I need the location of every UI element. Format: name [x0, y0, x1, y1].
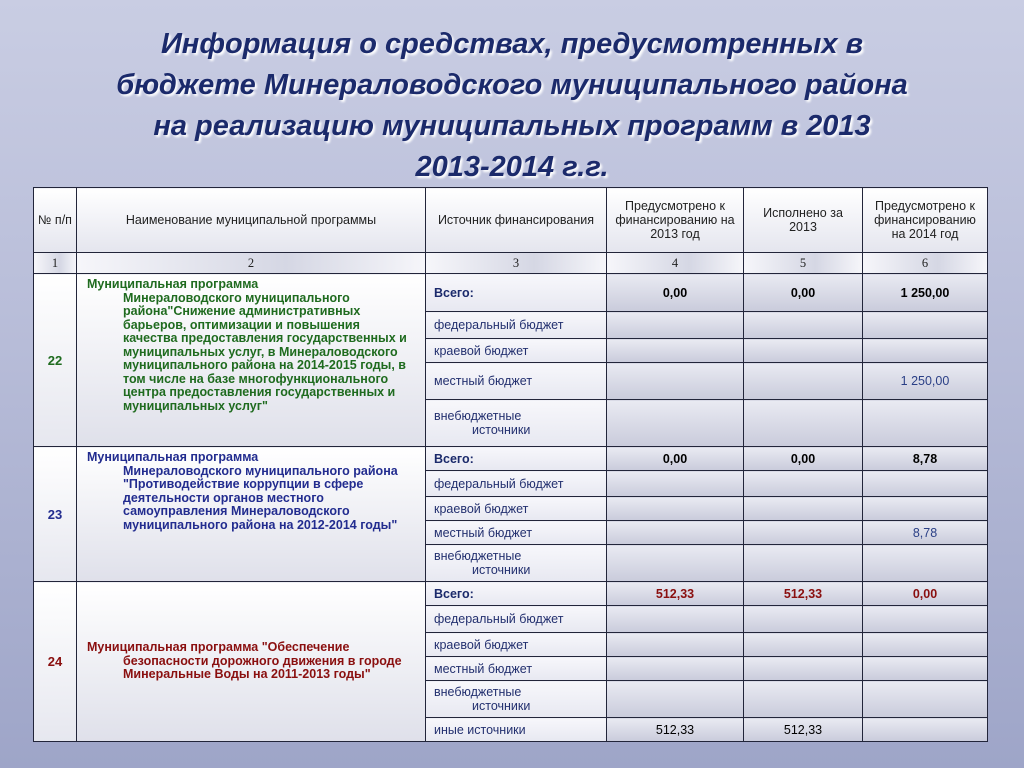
- colnum-4: 4: [607, 253, 744, 274]
- value-planned-2014: [863, 633, 988, 657]
- source-label-a: внебюджетные: [434, 409, 522, 423]
- program-name: [77, 274, 426, 447]
- source-cell: краевой бюджет: [426, 497, 607, 521]
- value-planned-2013: [607, 633, 744, 657]
- value-planned-2013: [607, 363, 744, 400]
- value-planned-2013: [607, 606, 744, 633]
- source-label-b: источники: [472, 423, 531, 437]
- value-planned-2013: [607, 312, 744, 339]
- program-name: [77, 447, 426, 582]
- value-planned-2014: [863, 606, 988, 633]
- program-number: 24: [34, 582, 77, 742]
- header-planned-2014: Предусмотрено к финансированию на 2014 год: [863, 188, 988, 253]
- source-cell: местный бюджет: [426, 363, 607, 400]
- value-planned-2013: 0,00: [607, 274, 744, 312]
- source-cell: местный бюджет: [426, 657, 607, 681]
- value-executed-2013: [744, 339, 863, 363]
- colnum-6: 6: [863, 253, 988, 274]
- table-row: [34, 447, 988, 471]
- value-planned-2014: [863, 681, 988, 718]
- program-name-first: Муниципальная программа "Обеспечение: [87, 640, 350, 655]
- program-name-rest: Минераловодского муниципального района "Противодействие коррупции в сфере деятельности органов местного самоуправления Минераловодского муниципального района на 2012-2014 годы": [123, 463, 398, 532]
- source-cell: Всего:: [426, 447, 607, 471]
- value-planned-2013: [607, 400, 744, 447]
- value-planned-2014: [863, 657, 988, 681]
- slide-title: [20, 24, 1004, 188]
- program-name-rest: безопасности дорожного движения в городе Минеральные Воды на 2011-2013 годы": [123, 653, 402, 682]
- column-number-row: [34, 253, 988, 274]
- source-cell: федеральный бюджет: [426, 312, 607, 339]
- value-planned-2013: [607, 497, 744, 521]
- value-executed-2013: [744, 606, 863, 633]
- source-cell: иные источники: [426, 718, 607, 742]
- program-name: [77, 582, 426, 742]
- title-line-4: 2013-2014 г.г.: [415, 151, 609, 183]
- value-planned-2013: [607, 545, 744, 582]
- colnum-3: 3: [426, 253, 607, 274]
- value-executed-2013: [744, 497, 863, 521]
- header-source: Источник финансирования: [426, 188, 607, 253]
- source-cell: [426, 400, 607, 447]
- value-planned-2014: [863, 497, 988, 521]
- program-name-rest: Минераловодского муниципального района"Снижение административных барьеров, оптимизации и повышения качества предоставления государственных и муниципальных услуг, в Минераловодского муниципального района на 2014-2015 годы, в том числе на базе многофункционального центра предоставления государственных и муниципальных услуг": [123, 290, 407, 413]
- source-cell: краевой бюджет: [426, 633, 607, 657]
- value-executed-2013: 512,33: [744, 718, 863, 742]
- header-row: [34, 188, 988, 253]
- value-planned-2014: [863, 471, 988, 497]
- value-planned-2014: [863, 400, 988, 447]
- value-planned-2014: [863, 312, 988, 339]
- title-line-3: на реализацию муниципальных программ в 2013: [153, 110, 871, 142]
- value-executed-2013: 0,00: [744, 274, 863, 312]
- program-number: 23: [34, 447, 77, 582]
- value-planned-2013: [607, 521, 744, 545]
- value-executed-2013: [744, 363, 863, 400]
- program-name-first: Муниципальная программа: [87, 450, 259, 464]
- source-cell: Всего:: [426, 274, 607, 312]
- value-planned-2014: 1 250,00: [863, 274, 988, 312]
- value-executed-2013: [744, 657, 863, 681]
- value-executed-2013: [744, 545, 863, 582]
- title-line-2: бюджете Минераловодского муниципального района: [116, 69, 908, 101]
- value-planned-2013: 512,33: [607, 582, 744, 606]
- header-executed-2013: Исполнено за 2013: [744, 188, 863, 253]
- value-planned-2014: [863, 545, 988, 582]
- source-label-b: источники: [472, 699, 531, 713]
- value-planned-2013: [607, 681, 744, 718]
- colnum-1: 1: [34, 253, 77, 274]
- source-cell: Всего:: [426, 582, 607, 606]
- table-row: [34, 274, 988, 312]
- value-executed-2013: [744, 471, 863, 497]
- source-label-a: внебюджетные: [434, 549, 522, 563]
- value-planned-2013: 512,33: [607, 718, 744, 742]
- value-planned-2013: [607, 471, 744, 497]
- source-label-b: источники: [472, 563, 531, 577]
- source-cell: федеральный бюджет: [426, 606, 607, 633]
- value-executed-2013: [744, 681, 863, 718]
- header-name: Наименование муниципальной программы: [77, 188, 426, 253]
- value-planned-2013: [607, 657, 744, 681]
- value-executed-2013: [744, 633, 863, 657]
- source-label-a: внебюджетные: [434, 685, 522, 699]
- value-executed-2013: [744, 521, 863, 545]
- value-planned-2013: [607, 339, 744, 363]
- value-planned-2014: 8,78: [863, 447, 988, 471]
- value-executed-2013: [744, 312, 863, 339]
- colnum-5: 5: [744, 253, 863, 274]
- source-cell: [426, 681, 607, 718]
- value-executed-2013: [744, 400, 863, 447]
- header-no: № п/п: [34, 188, 77, 253]
- header-planned-2013: Предусмотрено к финансированию на 2013 год: [607, 188, 744, 253]
- program-number: 22: [34, 274, 77, 447]
- title-line-1: Информация о средствах, предусмотренных в: [160, 28, 864, 60]
- value-planned-2014: 1 250,00: [863, 363, 988, 400]
- source-cell: [426, 545, 607, 582]
- program-name-first: Муниципальная программа: [87, 277, 259, 291]
- value-planned-2013: 0,00: [607, 447, 744, 471]
- table-row: [34, 582, 988, 606]
- value-planned-2014: 0,00: [863, 582, 988, 606]
- value-executed-2013: 512,33: [744, 582, 863, 606]
- value-planned-2014: 8,78: [863, 521, 988, 545]
- source-cell: краевой бюджет: [426, 339, 607, 363]
- source-cell: местный бюджет: [426, 521, 607, 545]
- value-executed-2013: 0,00: [744, 447, 863, 471]
- colnum-2: 2: [77, 253, 426, 274]
- value-planned-2014: [863, 718, 988, 742]
- funding-table: [33, 187, 988, 742]
- source-cell: федеральный бюджет: [426, 471, 607, 497]
- value-planned-2014: [863, 339, 988, 363]
